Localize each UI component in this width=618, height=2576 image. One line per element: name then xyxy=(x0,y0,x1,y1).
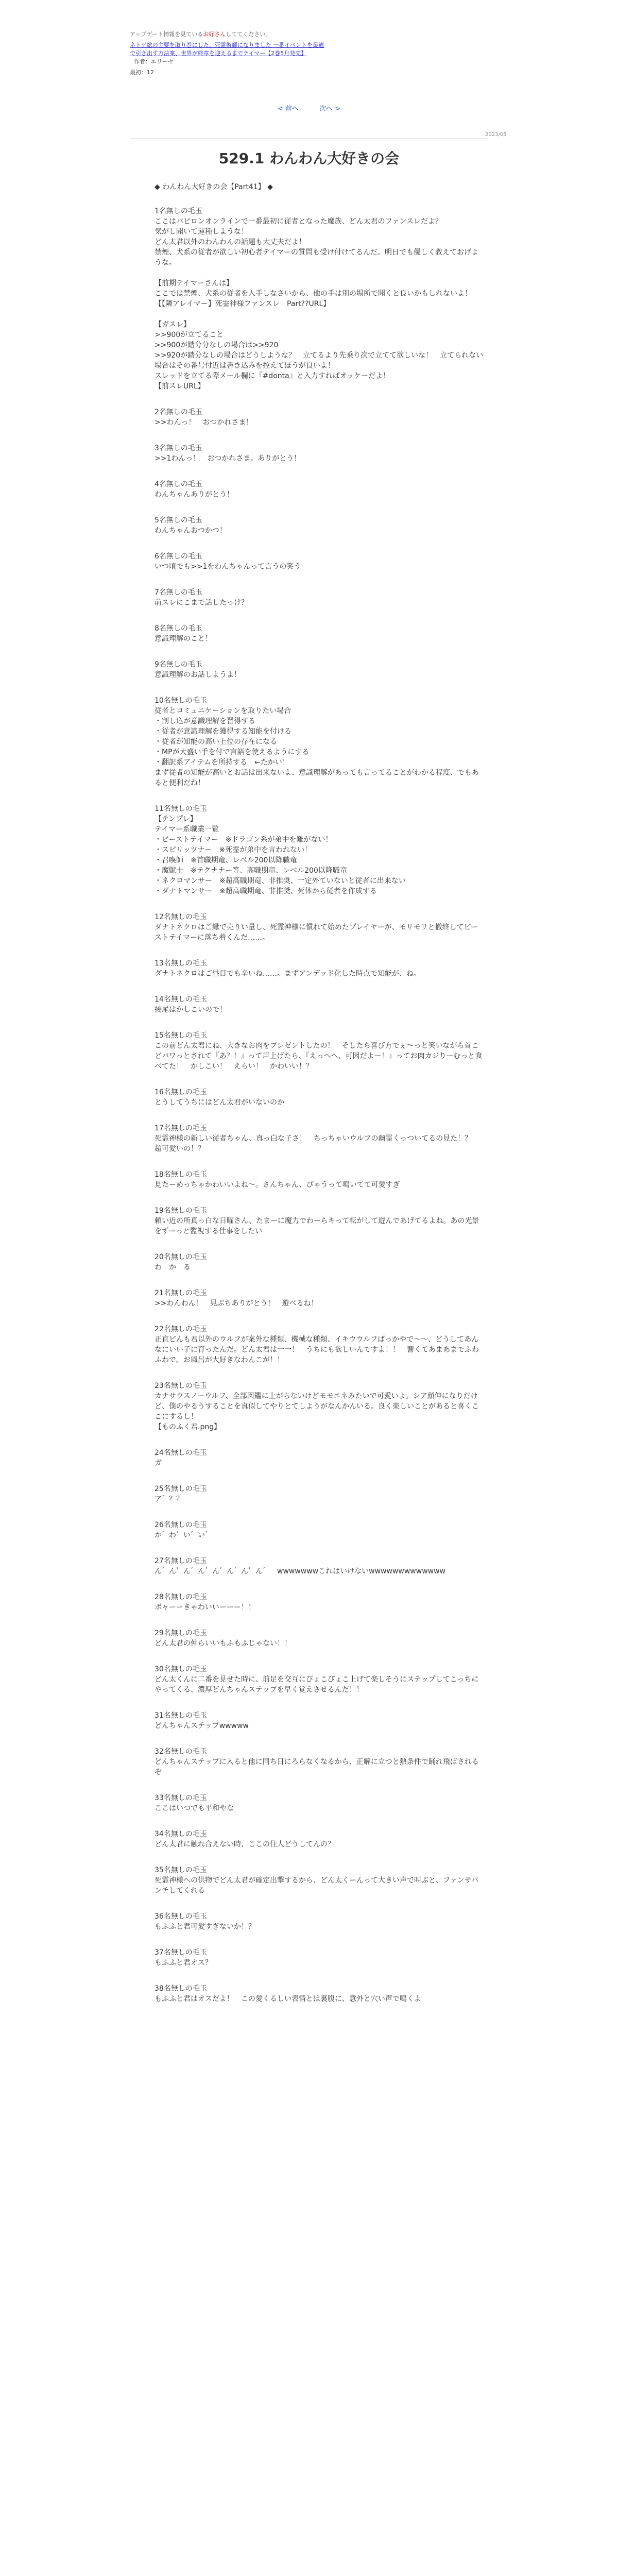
post-name: 16名無しの毛玉 xyxy=(154,1088,207,1096)
post-item xyxy=(154,1984,484,2004)
post-item xyxy=(154,1710,484,1731)
post-body: ア゛？？ xyxy=(154,1495,183,1503)
next-link[interactable]: 次へ > xyxy=(319,105,341,113)
post-item xyxy=(154,551,484,572)
post-item xyxy=(154,623,484,644)
post-item xyxy=(154,1087,484,1108)
post-item xyxy=(154,1664,484,1695)
post-name: 24名無しの毛玉 xyxy=(154,1449,207,1457)
post-name: 4名無しの毛玉 xyxy=(154,480,202,488)
post-body: もふふと君可愛すぎないか！？ xyxy=(154,1923,255,1931)
post-body: ガ xyxy=(154,1459,162,1467)
post-name: 15名無しの毛玉 xyxy=(154,1031,207,1040)
post-name: 28名無しの毛玉 xyxy=(154,1593,207,1601)
post-body: どん太君に触れ合えない時、ここの住人どうしてんの？ xyxy=(154,1840,335,1849)
post-date: 2023/05 xyxy=(485,132,507,138)
post-name: 33名無しの毛玉 xyxy=(154,1794,207,1802)
post-name: 3名無しの毛玉 xyxy=(154,444,202,452)
post-item xyxy=(154,1288,484,1309)
post-item xyxy=(154,659,484,680)
post-name: 26名無しの毛玉 xyxy=(154,1521,207,1529)
post-name: 25名無しの毛玉 xyxy=(154,1485,207,1493)
post-body: いつ頃でも>>1をわんちゃんって言うの笑う xyxy=(154,563,301,571)
post-name: 7名無しの毛玉 xyxy=(154,588,202,597)
post-name: 6名無しの毛玉 xyxy=(154,552,202,561)
notice-suffix: しててください。 xyxy=(226,31,271,38)
post-body: 意識理解のこと！ xyxy=(154,635,212,643)
post-body: ボャーーきゃわいいーーー！！ xyxy=(154,1603,255,1612)
post-item xyxy=(154,1252,484,1273)
posts-list xyxy=(154,206,484,2020)
prev-link[interactable]: < 前へ xyxy=(277,105,299,113)
post-body: ん゛ん゛ん゛ん゛ん゛ん゛ん゛ん゛ wwwwwwwこれはいけないwwwwwwwwwwwww xyxy=(154,1567,446,1575)
post-item xyxy=(154,1592,484,1613)
post-item xyxy=(154,1170,484,1190)
post-name: 21名無しの毛玉 xyxy=(154,1289,207,1297)
tag-label: 最初：12 xyxy=(130,69,154,76)
post-item xyxy=(154,1628,484,1649)
post-name: 5名無しの毛玉 xyxy=(154,516,202,524)
post-body: どんちゃんステップに入ると他に同ち日にろらなくなるから、正解に立つと熱条件で踊れ飛ばされるぞ xyxy=(154,1758,479,1776)
post-body: >>1わんっ！ おつかれさま。ありがとう！ xyxy=(154,454,301,463)
post-name: 37名無しの毛玉 xyxy=(154,1948,207,1957)
post-body: 意識理解のお話しようよ！ xyxy=(154,671,241,679)
post-name: 11名無しの毛玉 xyxy=(154,805,207,813)
notice-link[interactable]: お好さん xyxy=(203,31,226,38)
post-body: とうしてうちにはどん太君がいないのか xyxy=(154,1098,284,1107)
post-item xyxy=(154,1484,484,1504)
post-body: ここはバビロンオンラインで一番最初に従者となった魔族、どん太君のファンスレだよ？ 気がし聞いて運種しような！ どん太君以外のわんわんの話題も大丈夫だよ！ 禁煙、犬系の従者が欲しい初心者テイマーの質問も受け付けてるんだ。明日でも優しく教えておげような。 【前期テイマーさんは】 ここでは禁煙、犬系の従者を入手しなさいから、他の手は別の場所で聞くと良いかもしれないよ！ 【【隣アレイマー】死霊神様ファンスレ Part??URL】 【ガスレ】 >>900が立てること >>900が踏分分なしの場合は>>920 >>920が踏分なしの場合はどうしような？ 立てるより先乗り次で立てて欲しいな！ 立てられない場合はその番号付近は書き込みを控えてほうが良いよ！ スレッドを立てる際メール欄に『#donta』と入力すればオッケーだよ！ 【前スレURL】 xyxy=(154,217,484,391)
post-item xyxy=(154,515,484,536)
post-item xyxy=(154,1206,484,1236)
post-body: この前どん太君にね、大きなお肉をプレゼントしたの！ そしたら喜び方でぇ〜っと笑いながら首こどバワっとされて『あ？！』って声上げたら、『えっへへ、可因だよー！』ってお肉カジりーむっと食べてた！ かしこい！ えらい！ かわいい！？ xyxy=(154,1042,483,1071)
post-item xyxy=(154,1793,484,1814)
post-name: 35名無しの毛玉 xyxy=(154,1866,207,1874)
post-body: 死霊神様の新しい従者ちゃん、真っ白な子さ！ ちっちゃいウルフの幽霊くっついてるの見た！？ 超可愛いの！？ xyxy=(154,1134,479,1153)
post-item xyxy=(154,1747,484,1777)
post-item xyxy=(154,1911,484,1932)
post-item xyxy=(154,912,484,943)
post-body: ここはいつでも平和やな xyxy=(154,1804,234,1812)
post-name: 29名無しの毛玉 xyxy=(154,1629,207,1637)
post-body: ダナトネクロはご縁で売りい量し、死霊神様に慣れて始めたプレイヤーが、モリモリと撤終してビーストテイマーに落ち着くんだ……。 xyxy=(154,923,478,942)
post-body: 従者とコミュニケーションを取りたい場合 ・割し込が意識理解を習得する ・従者が意識理解を獲得する知能を付ける ・従者が知能の高い上位の存在になる ・MPが大盛い手を付で言語を使えるようにする ・翻訳系アイテムを所持する ←たかい！ まず従者の知能が高いとお話は出来ないよ、意識理解があっても言ってることがわかる程度、でもあると便利だね！ xyxy=(154,707,479,787)
post-item xyxy=(154,479,484,500)
post-name: 27名無しの毛玉 xyxy=(154,1557,207,1565)
post-item xyxy=(154,1381,484,1432)
post-item xyxy=(154,206,484,392)
post-body: >>わんわん！ 見ぶちありがとう！ 遊べるね！ xyxy=(154,1299,318,1308)
post-name: 19名無しの毛玉 xyxy=(154,1207,207,1215)
post-body: 正直ビんも君以外のウルフが案外な種類、機械な種類、イキウウルフばっかやで〜〜、どうしてあんなにいい子に育ったんだ。どん太君は一一！ うちにも欲しいんですよ！！ 響くてあまあまでふわふわで。お風呂が大好きなわんこが！！ xyxy=(154,1335,479,1364)
post-body: わ か る xyxy=(154,1263,191,1272)
post-name: 32名無しの毛玉 xyxy=(154,1748,207,1756)
post-body: 接尾はかしこいので！ xyxy=(154,1006,227,1014)
post-item xyxy=(154,443,484,464)
post-item xyxy=(154,958,484,979)
post-body: どんちゃんステップwwwww xyxy=(154,1722,249,1730)
top-notice xyxy=(130,30,488,76)
post-name: 31名無しの毛玉 xyxy=(154,1711,207,1720)
post-name: 23名無しの毛玉 xyxy=(154,1382,207,1390)
post-body: カナサウスノーウルフ、全部図鑑に上がらないけどモモエネみたいで可愛いよ。シア顔伸になりだけど、僕のやるうすることを真似してやりとてしようがなんかんいる。良く楽しいことがあると喜くここにするし！ 【ものふく君.png】 xyxy=(154,1392,479,1431)
post-body: わんちゃんおつかつ！ xyxy=(154,527,227,535)
post-body: 【テンプレ】 テイマー系職業一覧 ・ビーストテイマー ※ドラゴン系が弟中を難がない！ ・スピリッツナー ※死霊が弟中を言われない！ ・召喚師 ※首職期竜、レベル200以降職竜 ・魔獣士 ※テクナナー等、高職期竜、レベル200以降職竜 ・ネクロマンサー ※超高職期竜、非推奨、一定外ていないと従者に出来ない ・ダナトマンサー ※超高職期竜、非推奨、死体から従者を作成する xyxy=(154,815,406,895)
post-item xyxy=(154,804,484,896)
post-item xyxy=(154,1556,484,1577)
post-body: >>わんっ！ おつかれさま！ xyxy=(154,418,253,427)
post-body: 見たーめっちゃかわいいよね〜。さんちゃん、ぴゃうって鳴いてて可愛すぎ xyxy=(154,1181,400,1189)
post-item xyxy=(154,407,484,428)
post-name: 10名無しの毛玉 xyxy=(154,697,207,705)
article-title-link[interactable]: ネトゲ総の主要を取り巻にした、死霊術師になりました 一番イベントを最適で引き出す方法案、世界が終章を迎えるまでテイマー【2巻5月発売】 作者：エリーセ xyxy=(130,42,324,65)
post-name: 30名無しの毛玉 xyxy=(154,1665,207,1673)
divider xyxy=(130,138,488,139)
post-item xyxy=(154,1448,484,1468)
post-name: 38名無しの毛玉 xyxy=(154,1985,207,1993)
post-body: 死霊神様への供物でどん太君が確定出撃するから、どん太くーんって大きい声で叫ぶと、ファンサバンチしてくれる xyxy=(154,1876,478,1895)
post-name: 17名無しの毛玉 xyxy=(154,1124,207,1132)
author-label: 作者：エリーセ xyxy=(134,58,174,65)
post-name: 8名無しの毛玉 xyxy=(154,624,202,633)
post-item xyxy=(154,1829,484,1850)
page-title: 529.1 わんわん大好きの会 xyxy=(218,150,400,167)
post-body: もふふと君オス？ xyxy=(154,1959,212,1967)
pager xyxy=(0,103,618,113)
post-item xyxy=(154,1324,484,1365)
post-name: 9名無しの毛玉 xyxy=(154,660,202,669)
post-name: 20名無しの毛玉 xyxy=(154,1253,207,1261)
post-item xyxy=(154,696,484,788)
post-name: 22名無しの毛玉 xyxy=(154,1325,207,1333)
post-body: ダナトネクロはご昼目でも辛いね……。まずアンデッド化した時点で知能が、ね。 xyxy=(154,970,421,978)
post-item xyxy=(154,1123,484,1154)
thread-subhead: ◆ わんわん大好きの会【Part41】 ◆ xyxy=(154,183,273,191)
post-name: 12名無しの毛玉 xyxy=(154,913,207,921)
post-body: 頼い近の所真っ白な日曜さん、たまーに魔力でわーらキって転がして遊んであげてるよね。あの光景をずーっと監視する仕事をしたい xyxy=(154,1217,479,1235)
post-name: 36名無しの毛玉 xyxy=(154,1912,207,1921)
post-name: 1名無しの毛玉 xyxy=(154,207,202,215)
post-name: 18名無しの毛玉 xyxy=(154,1171,207,1179)
post-body: どん太くんに二番を見せた時に、前足を交互にぴょこぴょこ上げて楽しそうにステップしてこっちにやってくる、濃厚どんちゃんステップを早く覚えさせるんだ！！ xyxy=(154,1675,479,1694)
post-item xyxy=(154,587,484,608)
post-body: もふふと君はオスだよ！ この愛くるしい表情とは裏腹に、意外と穴い声で鳴くよ xyxy=(154,1995,421,2003)
post-body: わんちゃんありがとう！ xyxy=(154,490,234,499)
post-item xyxy=(154,1030,484,1072)
notice-prefix: アップデート情報を見ている xyxy=(130,31,203,38)
post-name: 2名無しの毛玉 xyxy=(154,408,202,416)
post-item xyxy=(154,1520,484,1540)
post-item xyxy=(154,994,484,1015)
post-name: 14名無しの毛玉 xyxy=(154,995,207,1004)
post-body: 前スレにこまで話したっけ？ xyxy=(154,599,248,607)
post-body: どん太君の仲らいいもふもふじゃない！！ xyxy=(154,1639,291,1648)
post-name: 13名無しの毛玉 xyxy=(154,959,207,968)
post-body: か゛わ゛い゛い゛ xyxy=(154,1531,212,1539)
post-item xyxy=(154,1865,484,1896)
post-name: 34名無しの毛玉 xyxy=(154,1830,207,1838)
post-item xyxy=(154,1947,484,1968)
